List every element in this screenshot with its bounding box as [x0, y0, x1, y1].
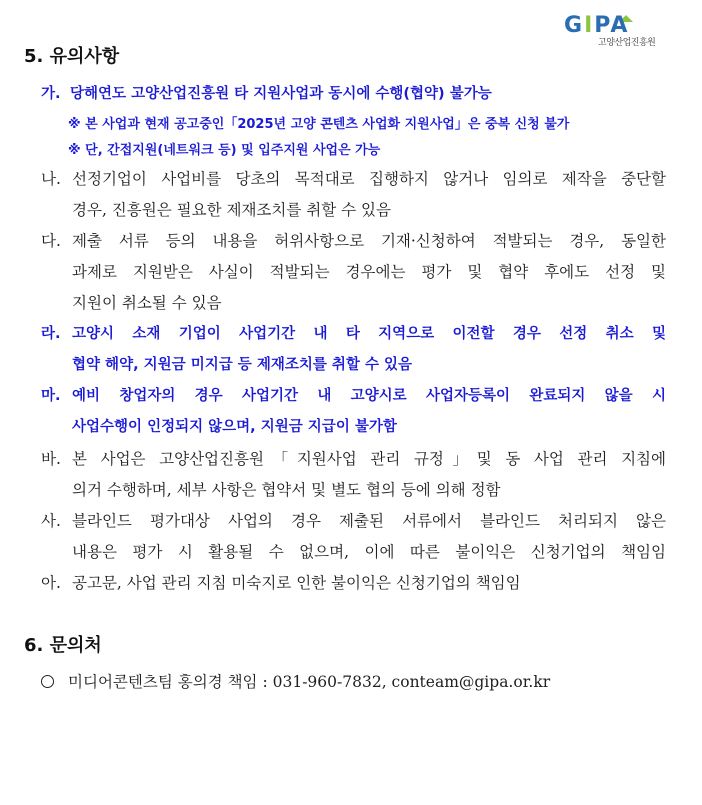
item-text: 지원이 취소될 수 있음	[72, 294, 222, 312]
item-text: 본 사업은 고양산업진흥원「지원사업 관리 규정」및 동 사업 관리 지침에	[72, 450, 666, 468]
section-6-title: 6. 문의처	[24, 635, 102, 656]
item-text: 사업수행이 인정되지 않으며, 지원금 지급이 불가함	[72, 419, 397, 435]
item-text: 내용은 평가 시 활용될 수 없으며, 이에 따른 불이익은 신청기업의 책임임	[72, 543, 666, 561]
item-text: 경우, 진흥원은 필요한 제재조치를 취할 수 있음	[72, 201, 391, 219]
item-text: 블라인드 평가대상 사업의 경우 제출된 서류에서 블라인드 처리되지 않은	[72, 512, 666, 530]
note-duplicate: ※ 본 사업과 현재 공고중인「2025년 고양 콘텐츠 사업화 지원사업」은 중복 신청 불가	[68, 117, 570, 132]
contact-text: 미디어콘텐츠팀 홍의경 책임 : 031-960-7832, conteam@gipa.or.kr	[68, 673, 551, 691]
note-exception: ※ 단, 간접지원(네트워크 등) 및 입주지원 사업은 가능	[68, 143, 381, 158]
item-text: 선정기업이 사업비를 당초의 목적대로 집행하지 않거나 임의로 제작을 중단할	[72, 170, 666, 188]
item-text: 제출 서류 등의 내용을 허위사항으로 기재·신청하여 적발되는 경우, 동일한	[72, 232, 666, 250]
gipa-logo	[562, 12, 666, 46]
item-marker: 라.	[41, 326, 61, 342]
item-text: 고양시 소재 기업이 사업기간 내 타 지역으로 이전할 경우 선정 취소 및	[72, 326, 666, 342]
item-marker: 아.	[41, 574, 61, 592]
item-text: 과제로 지원받은 사실이 적발되는 경우에는 평가 및 협약 후에도 선정 및	[72, 263, 666, 281]
item-marker: 사.	[41, 512, 61, 530]
item-marker: 마.	[41, 388, 61, 404]
item-text: 당해연도 고양산업진흥원 타 지원사업과 동시에 수행(협약) 불가능	[70, 86, 492, 102]
item-text: 예비 창업자의 경우 사업기간 내 고양시로 사업자등록이 완료되지 않을 시	[72, 388, 666, 404]
item-text: 의거 수행하며, 세부 사항은 협약서 및 별도 협의 등에 의해 정함	[72, 481, 501, 499]
item-marker: 가.	[41, 86, 61, 102]
item-text: 공고문, 사업 관리 지침 미숙지로 인한 불이익은 신청기업의 책임임	[72, 574, 521, 592]
item-marker: 바.	[41, 450, 61, 468]
circle-bullet-icon	[41, 675, 54, 688]
logo-brand: GIPA	[564, 13, 630, 38]
item-marker: 나.	[41, 170, 61, 188]
logo-name: 고양산업진흥원	[598, 38, 656, 48]
item-marker: 다.	[41, 232, 61, 250]
section-5-title: 5. 유의사항	[24, 46, 120, 67]
item-text: 협약 해약, 지원금 미지급 등 제재조치를 취할 수 있음	[72, 357, 413, 373]
